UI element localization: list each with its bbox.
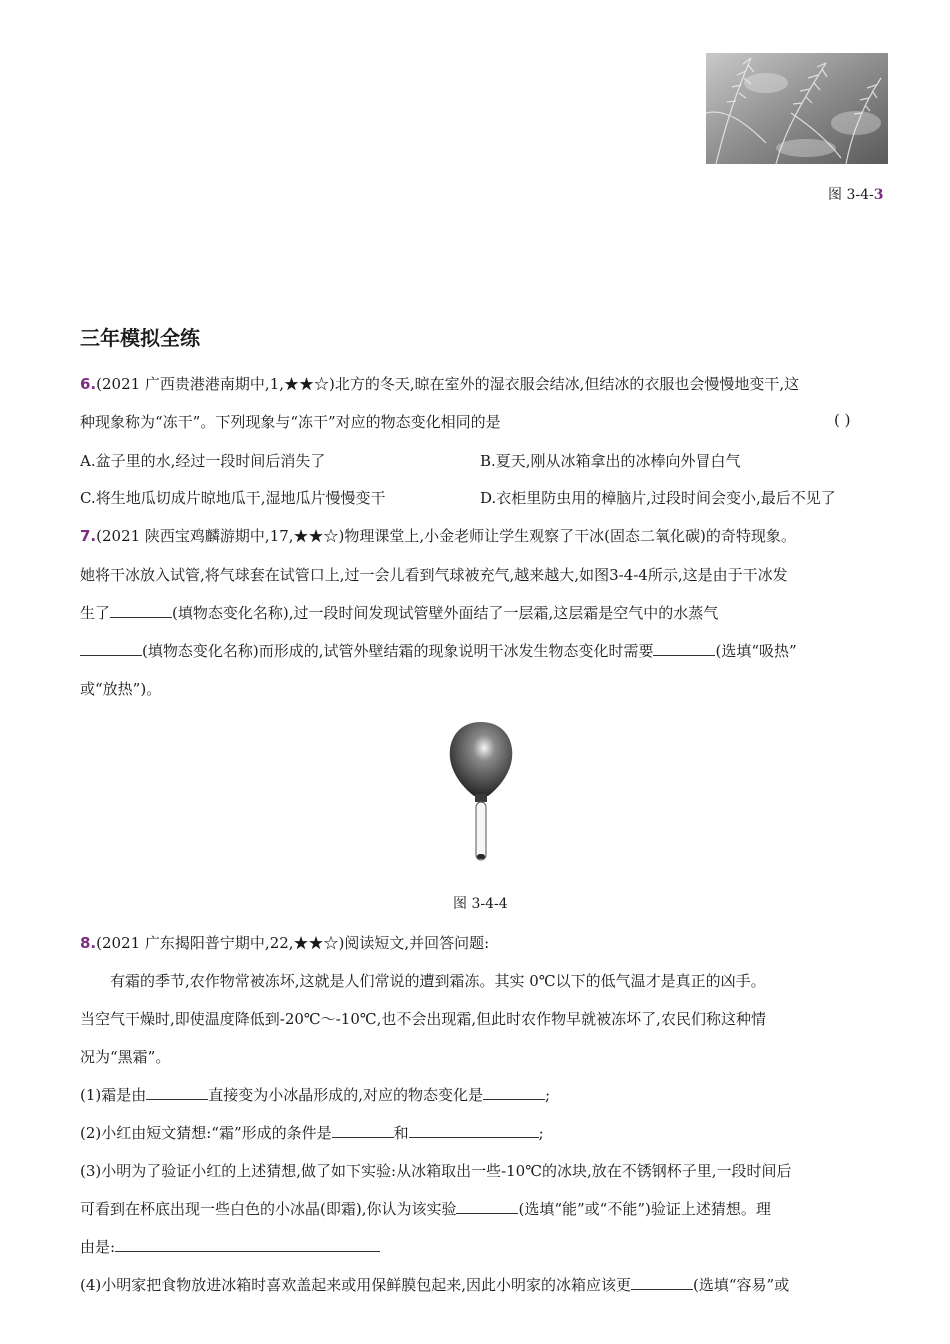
q8-blank-7[interactable] — [631, 1275, 693, 1290]
q7-text-3b: (填物态变化名称),过一段时间发现试管壁外面结了一层霜,这层霜是空气中的水蒸气 — [172, 604, 719, 622]
q7-text-3a: 生了 — [80, 604, 111, 622]
q8-sub-4-text-b: (选填“容易”或 — [693, 1276, 790, 1294]
q8-sub-3-text-b: (选填“能”或“不能”)验证上述猜想。理 — [518, 1200, 771, 1218]
q7-blank-1[interactable] — [110, 603, 172, 618]
q8-passage-line-1: 有霜的季节,农作物常被冻坏,这就是人们常说的遭到霜冻。其实 0℃以下的低气温才是真正的凶手。 — [110, 972, 766, 990]
q8-passage-line-2: 当空气干燥时,即使温度降低到-20℃～-10℃,也不会出现霜,但此时农作物早就被冻坏了,农民们称这种情 — [80, 1010, 766, 1028]
q8-sub-2-text-b: 和 — [393, 1124, 409, 1142]
q8-sub-3-line-3 — [80, 1236, 380, 1257]
figure-caption-3-4-3 — [828, 184, 883, 204]
q7-line-2: 她将干冰放入试管,将气球套在试管口上,过一会儿看到气球被充气,越来越大,如图3-4-4所示,这是由于干冰发 — [80, 566, 788, 584]
q6-line-2: 种现象称为“冻干”。下列现象与“冻干”对应的物态变化相同的是 — [80, 413, 501, 431]
balloon-test-tube-figure — [446, 718, 516, 868]
q8-sub-3-line-2 — [80, 1198, 771, 1219]
q7-line-4 — [80, 640, 797, 661]
q7-line-3 — [80, 602, 718, 623]
q7-number: 7. — [80, 527, 97, 545]
q8-sub-4 — [80, 1274, 789, 1295]
q6-number: 6. — [80, 375, 97, 393]
frost-pattern-drawing — [706, 53, 888, 164]
q7-blank-3[interactable] — [653, 641, 715, 656]
q8-line-1 — [80, 932, 489, 953]
frost-pattern-image — [706, 53, 888, 164]
q7-blank-2[interactable] — [80, 641, 142, 656]
q6-option-b: B.夏天,刚从冰箱拿出的冰棒向外冒白气 — [480, 452, 741, 470]
q6-option-d: D.衣柜里防虫用的樟脑片,过段时间会变小,最后不见了 — [480, 489, 836, 507]
figure-caption-prefix: 图 3-4- — [828, 187, 874, 203]
q8-blank-5[interactable] — [456, 1199, 518, 1214]
figure-caption-number: 3 — [873, 187, 884, 203]
q8-sub-1 — [80, 1084, 550, 1105]
q8-sub-2-text-a: (2)小红由短文猜想:“霜”形成的条件是 — [80, 1124, 332, 1142]
q7-line-1 — [80, 525, 796, 546]
q8-sub-3-line-1: (3)小明为了验证小红的上述猜想,做了如下实验:从冰箱取出一些-10℃的冰块,放在不锈钢杯子里,一段时间后 — [80, 1162, 792, 1180]
balloon-test-tube-drawing — [446, 718, 516, 868]
q8-sub-3-text-a: 可看到在杯底出现一些白色的小冰晶(即霜),你认为该实验 — [80, 1200, 457, 1218]
q8-sub-2-text-c: ; — [538, 1124, 544, 1142]
q8-blank-3[interactable] — [332, 1123, 394, 1138]
q6-option-c: C.将生地瓜切成片晾地瓜干,湿地瓜片慢慢变干 — [80, 489, 386, 507]
q6-option-a: A.盆子里的水,经过一段时间后消失了 — [80, 452, 326, 470]
q8-blank-1[interactable] — [146, 1085, 208, 1100]
q8-blank-2[interactable] — [483, 1085, 545, 1100]
q8-sub-3-text-c: 由是: — [80, 1238, 116, 1256]
q8-text-1: (2021 广东揭阳普宁期中,22,★★☆)阅读短文,并回答问题: — [96, 934, 490, 952]
q8-number: 8. — [80, 934, 97, 952]
q8-sub-1-text-a: (1)霜是由 — [80, 1086, 147, 1104]
q6-line-1 — [80, 373, 799, 394]
q8-passage-line-3: 况为“黑霜”。 — [80, 1048, 171, 1066]
q7-text-1: (2021 陕西宝鸡麟游期中,17,★★☆)物理课堂上,小金老师让学生观察了干冰(固态二氧化碳)的奇特现象。 — [96, 527, 796, 545]
figure-caption-3-4-4: 图 3-4-4 — [453, 896, 508, 912]
q7-text-4a: (填物态变化名称)而形成的,试管外壁结霜的现象说明干冰发生物态变化时需要 — [142, 642, 654, 660]
q8-blank-6[interactable] — [115, 1237, 380, 1252]
q8-sub-4-text-a: (4)小明家把食物放进冰箱时喜欢盖起来或用保鲜膜包起来,因此小明家的冰箱应该更 — [80, 1276, 632, 1294]
section-title: 三年模拟全练 — [80, 326, 200, 350]
q8-sub-2 — [80, 1122, 544, 1143]
q8-blank-4[interactable] — [409, 1123, 539, 1138]
q8-sub-1-text-b: 直接变为小冰晶形成的,对应的物态变化是 — [208, 1086, 484, 1104]
q6-answer-paren: ( ) — [834, 411, 851, 429]
q7-line-5: 或“放热”)。 — [80, 680, 162, 698]
q8-sub-1-text-c: ; — [545, 1086, 551, 1104]
q6-text-1: (2021 广西贵港港南期中,1,★★☆)北方的冬天,晾在室外的湿衣服会结冰,但结冰的衣服也会慢慢地变干,这 — [96, 375, 800, 393]
q7-text-4b: (选填“吸热” — [715, 642, 797, 660]
